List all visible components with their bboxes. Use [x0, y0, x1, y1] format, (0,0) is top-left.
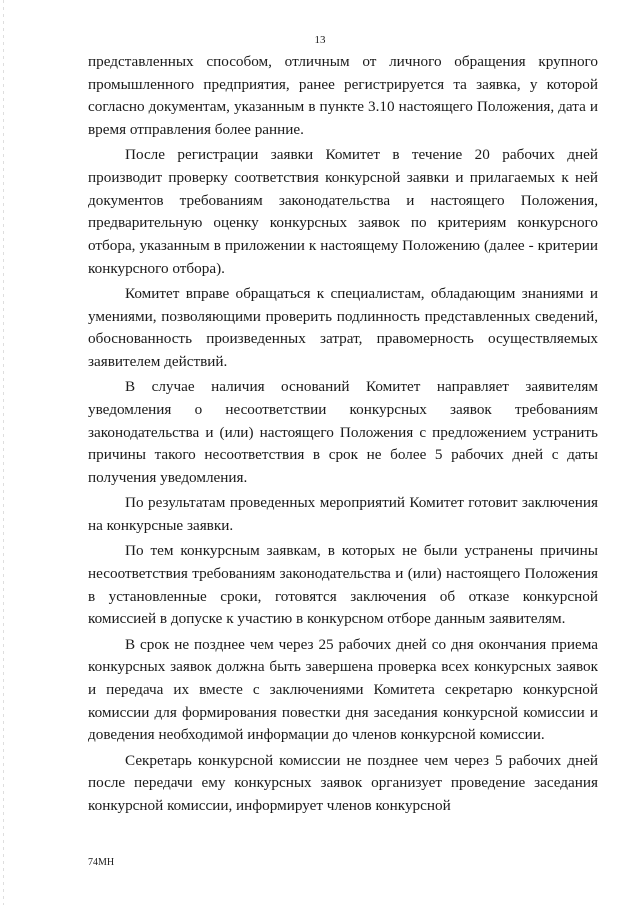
paragraph-5: По результатам проведенных мероприятий Комитет готовит заключения на конкурсные заявки. [88, 494, 598, 535]
document-body [88, 51, 598, 820]
paragraph-4: В случае наличия оснований Комитет направляет заявителям уведомления о несоответствии конкурсных заявок требованиям законодательства и (или) настоящего Положения с предложением устранить причины такого несоответствия в срок не более 5 рабочих дней с даты получения уведомления. [88, 378, 598, 487]
paragraph-8: Секретарь конкурсной комиссии не позднее чем через 5 рабочих дней после передачи ему конкурсных заявок организует проведение заседания конкурсной комиссии, информирует членов конкурсной [88, 751, 598, 814]
footer-code: 74МН [88, 857, 115, 868]
paragraph-2: После регистрации заявки Комитет в течение 20 рабочих дней производит проверку соответствия конкурсной заявки и прилагаемых к ней документов требованиям законодательства и настоящего Положения, предварительную оценку конкурсных заявок по критериям конкурсного отбора, указанным в приложении к настоящему Положению (далее - критерии конкурсного отбора). [88, 146, 598, 277]
paragraph-3: Комитет вправе обращаться к специалистам, обладающим знаниями и умениями, позволяющими проверить подлинность представленных сведений, обоснованность произведенных затрат, правомерность осуществляемых заявителем действий. [88, 285, 598, 371]
page-number: 13 [314, 34, 326, 46]
paragraph-1: представленных способом, отличным от личного обращения крупного промышленного предприятия, ранее регистрируется та заявка, у которой согласно документам, указанным в пункте 3.10 настоящего Положения, дата и время отправления более ранние. [88, 53, 598, 139]
paragraph-7: В срок не позднее чем через 25 рабочих дней со дня окончания приема конкурсных заявок должна быть завершена проверка всех конкурсных заявок и передача их вместе с заключениями Комитета секретарю конкурсной комиссии для формирования повестки дня заседания конкурсной комиссии и доведения необходимой информации до членов конкурсной комиссии. [88, 635, 598, 744]
paragraph-6: По тем конкурсным заявкам, в которых не были устранены причины несоответствия требованиям законодательства и (или) настоящего Положения в установленные сроки, готовятся заключения об отказе конкурсной комиссией в допуске к участию в конкурсном отборе данным заявителям. [88, 542, 598, 628]
scan-edge [3, 0, 4, 905]
